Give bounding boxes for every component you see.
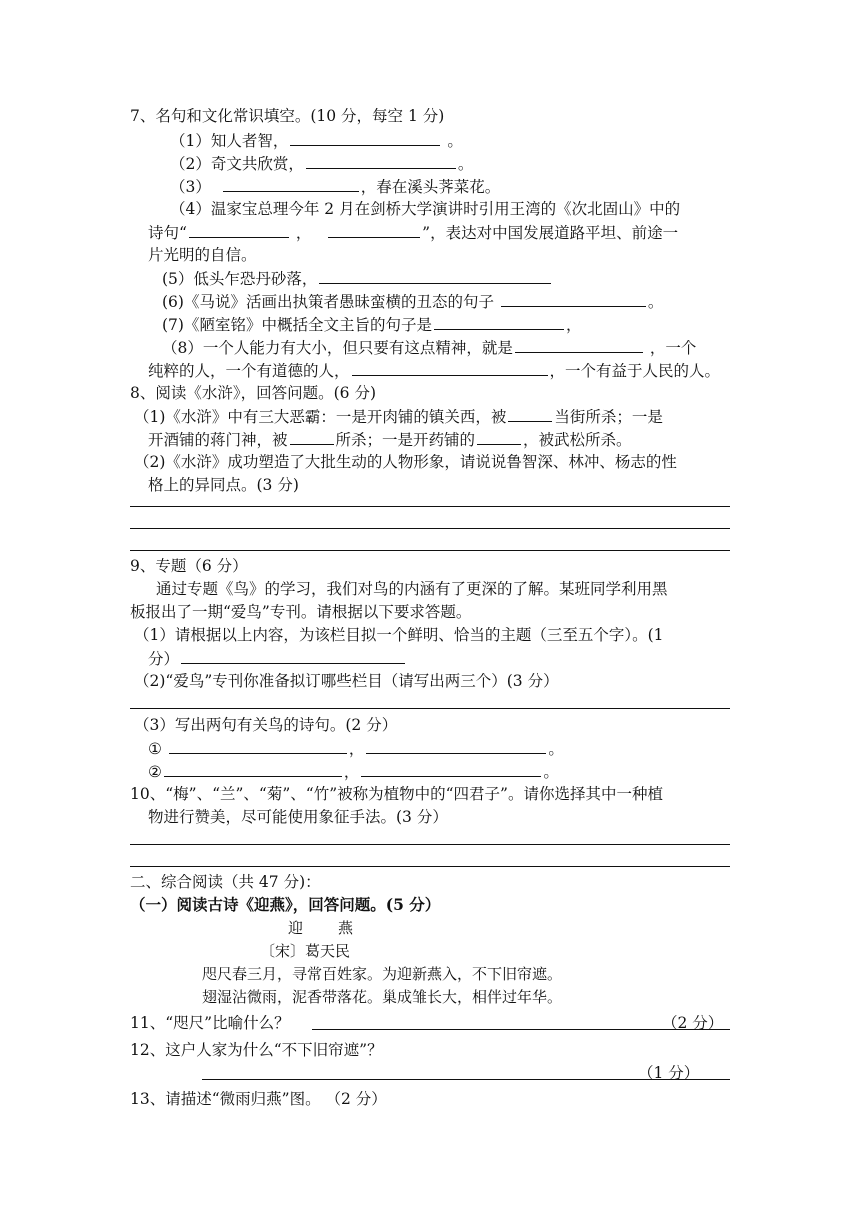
answer-line[interactable]: [130, 506, 730, 507]
period: 。: [548, 740, 564, 758]
q7-item-8-text2-end: ，一个有益于人民的人。: [549, 362, 721, 380]
q8-part1-text: （1)《水浒》中有三大恶霸：一是开肉铺的镇关西，被: [134, 408, 507, 426]
q8-part1-line2: [148, 429, 632, 450]
q7-item-1: [170, 130, 463, 151]
answer-blank[interactable]: [319, 268, 551, 284]
q9-poem-answer-1: [148, 738, 564, 759]
q7-item-3-end: ，春在溪头荠菜花。: [360, 178, 501, 196]
q9-part1-line2: [148, 648, 407, 669]
q7-item-5: [162, 268, 553, 289]
q9-part1-line1: （1）请根据以上内容，为该栏目拟一个鲜明、恰当的主题（三至五个字）。(1: [134, 626, 664, 644]
q7-item-8-text2: 纯粹的人，一个有道德的人，: [148, 362, 350, 380]
comma: ，: [343, 763, 360, 781]
q7-item-7-end: ，: [565, 316, 582, 334]
answer-blank[interactable]: [501, 291, 646, 307]
q9-part2: （2)“爱鸟”专刊你准备拟订哪些栏目（请写出两三个）(3 分）: [134, 672, 559, 690]
section2-title: 二、综合阅读（共 47 分)：: [130, 873, 321, 891]
q7-item-8-line1: [162, 337, 696, 358]
q11-score: （2 分）: [662, 1014, 724, 1032]
poem-line-1: 咫尺春三月，寻常百姓家。为迎新燕入，不下旧帘遮。: [202, 965, 563, 983]
q10-line2: 物进行赞美，尽可能使用象征手法。(3 分）: [148, 808, 448, 826]
answer-blank[interactable]: [508, 406, 552, 422]
answer-blank[interactable]: [477, 429, 521, 445]
answer-blank[interactable]: [164, 761, 342, 777]
q7-item-3-text: （3）: [170, 178, 211, 196]
answer-blank[interactable]: [434, 314, 564, 330]
q8-part1-text2: 开酒铺的蒋门神，被: [148, 431, 288, 449]
circled-number-1: ①: [148, 740, 162, 758]
q7-item-4-comma: ，: [295, 224, 312, 242]
answer-blank[interactable]: [328, 222, 420, 238]
q9-title: 9、专题（6 分）: [130, 557, 248, 575]
q7-item-4-text-end: ”，表达对中国发展道路平坦、前途一: [422, 224, 679, 242]
q13-question: 13、请描述“微雨归燕”图。 （2 分）: [130, 1090, 387, 1108]
q7-item-5-text: (5）低头乍恐丹砂落，: [162, 270, 318, 288]
q8-part1-text3: 所杀；一是开药铺的: [335, 431, 476, 449]
q7-item-3: [170, 176, 500, 197]
answer-blank[interactable]: [169, 738, 347, 754]
answer-blank[interactable]: [352, 360, 548, 376]
q7-item-8-line2: [148, 360, 720, 381]
q9-poem-answer-2: [148, 761, 559, 782]
q10-line1: 10、“梅”、“兰”、“菊”、“竹”被称为植物中的“四君子”。请你选择其中一种植: [130, 785, 663, 803]
answer-blank[interactable]: [290, 130, 440, 146]
answer-line[interactable]: [130, 528, 730, 529]
poem-line-2: 翅湿沾微雨，泥香带落花。巢成雏长大，相伴过年华。: [202, 988, 563, 1006]
q7-item-8-text: （8）一个人能力有大小，但只要有这点精神，就是: [162, 339, 513, 357]
poem-title-char-2: 燕: [338, 919, 354, 937]
q7-item-8-text-end: ，一个: [649, 339, 697, 357]
answer-blank[interactable]: [181, 648, 405, 664]
answer-line[interactable]: [130, 708, 730, 709]
answer-blank[interactable]: [290, 429, 334, 445]
q7-item-2: [170, 153, 473, 174]
answer-blank[interactable]: [223, 176, 359, 192]
q7-item-4-line3: 片光明的自信。: [148, 246, 257, 264]
q9-part1-text: 分）: [148, 650, 180, 668]
answer-blank[interactable]: [366, 738, 546, 754]
q8-part1-text4: ，被武松所杀。: [523, 431, 632, 449]
answer-line[interactable]: [130, 844, 730, 845]
q8-title: 8、阅读《水浒》，回答问题。(6 分): [130, 384, 376, 402]
q12-question: 12、这户人家为什么“不下旧帘遮”？: [130, 1041, 383, 1059]
q8-part1-line1: [134, 406, 663, 427]
q8-part2-line2: 格上的异同点。(3 分): [148, 476, 299, 494]
q7-item-7-text: (7)《陋室铭》中概括全文主旨的句子是: [162, 316, 432, 334]
poem-author: 〔宋〕葛天民: [260, 942, 351, 960]
q9-intro-line1: 通过专题《鸟》的学习，我们对鸟的内涵有了更深的了解。某班同学利用黑: [156, 580, 668, 598]
answer-blank[interactable]: [189, 222, 289, 238]
answer-blank[interactable]: [306, 153, 456, 169]
q11-question: 11、“咫尺”比喻什么？: [130, 1014, 290, 1032]
circled-number-2: ②: [148, 763, 162, 781]
q9-part3: （3）写出两句有关鸟的诗句。(2 分）: [134, 716, 398, 734]
answer-blank[interactable]: [361, 761, 541, 777]
q7-item-1-text: （1）知人者智，: [170, 132, 289, 150]
q7-title: 7、名句和文化常识填空。(10 分，每空 1 分): [130, 107, 445, 125]
section2-sub1-title: （一）阅读古诗《迎燕》，回答问题。(5 分）: [130, 895, 441, 914]
q7-item-1-end: 。: [447, 132, 463, 150]
comma: ，: [348, 740, 365, 758]
q7-item-2-text: （2）奇文共欣赏，: [170, 155, 304, 173]
q7-item-6-text: (6)《马说》活画出执策者愚昧蛮横的丑态的句子: [162, 293, 494, 311]
q9-intro-line2: 板报出了一期“爱鸟”专刊。请根据以下要求答题。: [130, 603, 472, 621]
q12-score: （1 分）: [638, 1064, 700, 1082]
q7-item-4-line1: （4）温家宝总理今年 2 月在剑桥大学演讲时引用王湾的《次北固山》中的: [170, 200, 681, 218]
q7-item-2-end: 。: [457, 155, 474, 173]
q7-item-4-line2: [148, 222, 678, 243]
q8-part1-text-end: 当街所杀；一是: [554, 408, 663, 426]
q7-item-4-text: 诗句“: [148, 224, 187, 242]
q7-item-7: [162, 314, 581, 335]
period: 。: [543, 763, 559, 781]
q7-item-6: [162, 291, 663, 312]
answer-blank[interactable]: [515, 337, 643, 353]
q8-part2-line1: （2)《水浒》成功塑造了大批生动的人物形象，请说说鲁智深、林冲、杨志的性: [134, 453, 677, 471]
answer-line[interactable]: [130, 550, 730, 551]
poem-title-char-1: 迎: [288, 919, 304, 937]
answer-line[interactable]: [130, 866, 730, 867]
q7-item-6-end: 。: [647, 293, 664, 311]
